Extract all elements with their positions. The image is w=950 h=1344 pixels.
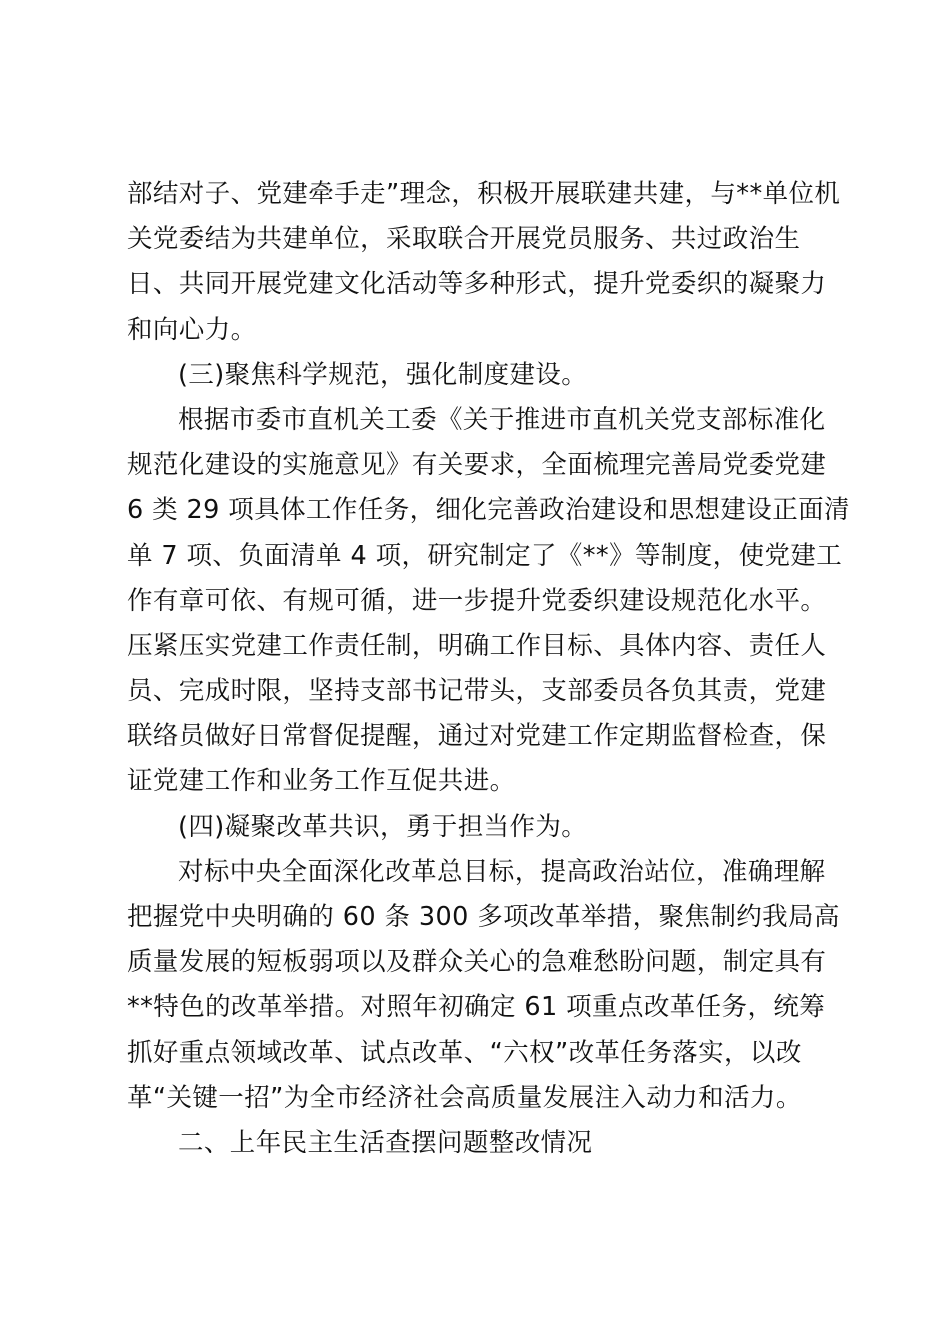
paragraph-first-line: 对标中央全面深化改革总目标，提高政治站位，准确理解 <box>178 856 826 887</box>
text-line: 和向心力。 <box>127 314 257 345</box>
text-line: 抓好重点领域改革、试点改革、“六权”改革任务落实，以改 <box>127 1037 802 1068</box>
text-line: 关党委结为共建单位，采取联合开展党员服务、共过政治生 <box>127 224 801 255</box>
paragraph-first-line: 二、上年民主生活查摆问题整改情况 <box>178 1127 593 1158</box>
text-line: 部结对子、党建牵手走”理念，积极开展联建共建，与**单位机 <box>127 179 841 209</box>
document-body <box>127 172 850 1166</box>
text-line: 证党建工作和业务工作互促共进。 <box>127 766 516 797</box>
text-line: 质量发展的短板弱项以及群众关心的急难愁盼问题，制定具有 <box>127 947 827 978</box>
paragraph-first-line: (四)凝聚改革共识，勇于担当作为。 <box>178 811 588 842</box>
paragraph-first-line: (三)聚焦科学规范，强化制度建设。 <box>178 359 588 390</box>
text-line: 联络员做好日常督促提醒，通过对党建工作定期监督检查，保 <box>127 721 827 752</box>
text-line: 革“关键一招”为全市经济社会高质量发展注入动力和活力。 <box>127 1082 802 1113</box>
text-line: 员、完成时限，坚持支部书记带头，支部委员各负其责，党建 <box>127 676 827 707</box>
text-line: **特色的改革举措。对照年初确定 61 项重点改革任务，统筹 <box>127 992 826 1023</box>
text-line: 规范化建设的实施意见》有关要求，全面梳理完善局党委党建 <box>127 450 827 481</box>
text-line: 6 类 29 项具体工作任务，细化完善政治建设和思想建设正面清 <box>127 495 850 526</box>
text-line: 单 7 项、负面清单 4 项，研究制定了《**》等制度，使党建工 <box>127 540 843 571</box>
paragraph-first-line: 根据市委市直机关工委《关于推进市直机关党支部标准化 <box>178 404 826 435</box>
text-line: 作有章可依、有规可循，进一步提升党委织建设规范化水平。 <box>127 585 827 616</box>
text-line: 把握党中央明确的 60 条 300 多项改革举措，聚焦制约我局高 <box>127 902 840 932</box>
text-line: 日、共同开展党建文化活动等多种形式，提升党委织的凝聚力 <box>127 269 827 300</box>
text-line: 压紧压实党建工作责任制，明确工作目标、具体内容、责任人 <box>127 630 827 661</box>
